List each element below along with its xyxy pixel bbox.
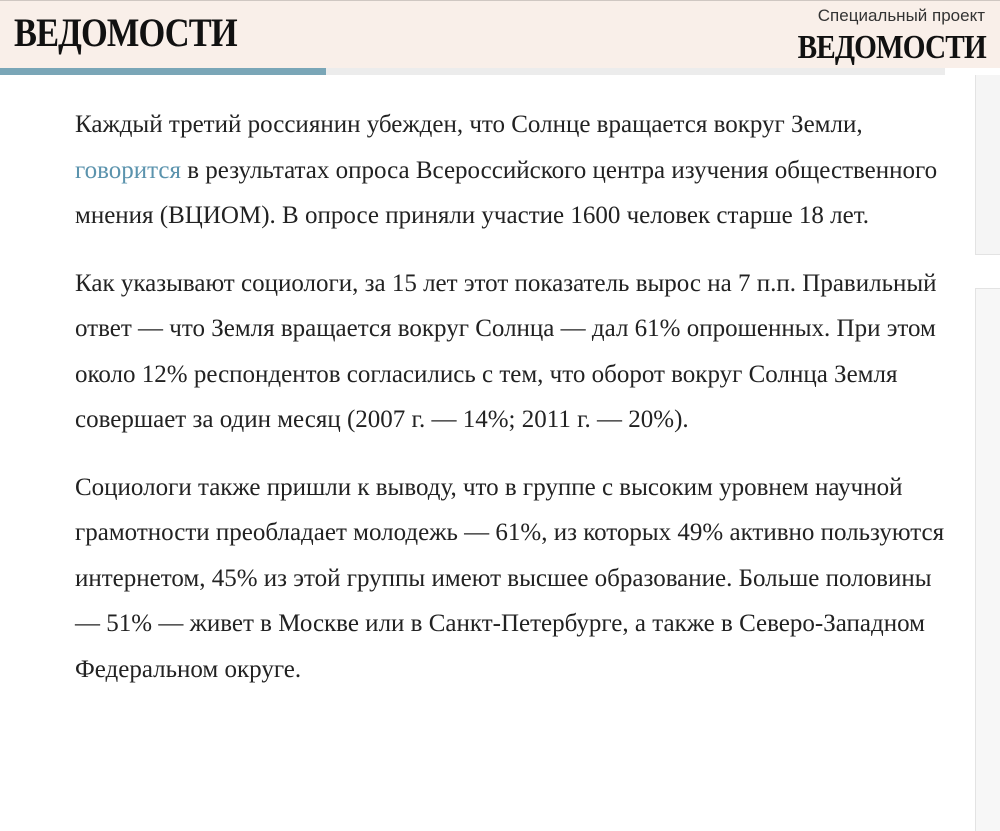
paragraph-text: Каждый третий россиянин убежден, что Солнце вращается вокруг Земли,	[75, 111, 863, 138]
side-panel-bottom	[975, 288, 1000, 831]
paragraph-text: в результатах опроса Всероссийского центра изучения общественного мнения (ВЦИОМ). В опросе приняли участие 1600 человек старше 18 лет.	[75, 156, 938, 229]
site-header	[0, 0, 1000, 68]
reading-progress-bar	[0, 68, 945, 75]
side-panel-top	[975, 75, 1000, 255]
article-body	[75, 102, 945, 714]
special-project-logo[interactable]: ВЕДОМОСТИ	[797, 29, 986, 66]
source-link[interactable]: говорится	[75, 156, 181, 184]
vedomosti-logo[interactable]: ВЕДОМОСТИ	[14, 10, 237, 55]
reading-progress-fill	[0, 68, 326, 75]
article-paragraph-2: Как указывают социологи, за 15 лет этот показатель вырос на 7 п.п. Правильный ответ — что Земля вращается вокруг Солнца — дал 61% опрошенных. При этом около 12% респондентов согласились с тем, что оборот вокруг Солнца Земля совершает за один месяц (2007 г. — 14%; 2011 г. — 20%).	[75, 269, 937, 433]
article-paragraph-1	[75, 102, 945, 239]
article-paragraph-3: Социологи также пришли к выводу, что в группе с высоким уровнем научной грамотности преобладает молодежь — 61%, из которых 49% активно пользуются интернетом, 45% из этой группы имеют высшее образование. Больше половины — 51% — живет в Москве или в Санкт-Петербурге, а также в Северо-Западном Федеральном округе.	[75, 473, 945, 683]
special-project-label: Специальный проект	[817, 6, 985, 25]
